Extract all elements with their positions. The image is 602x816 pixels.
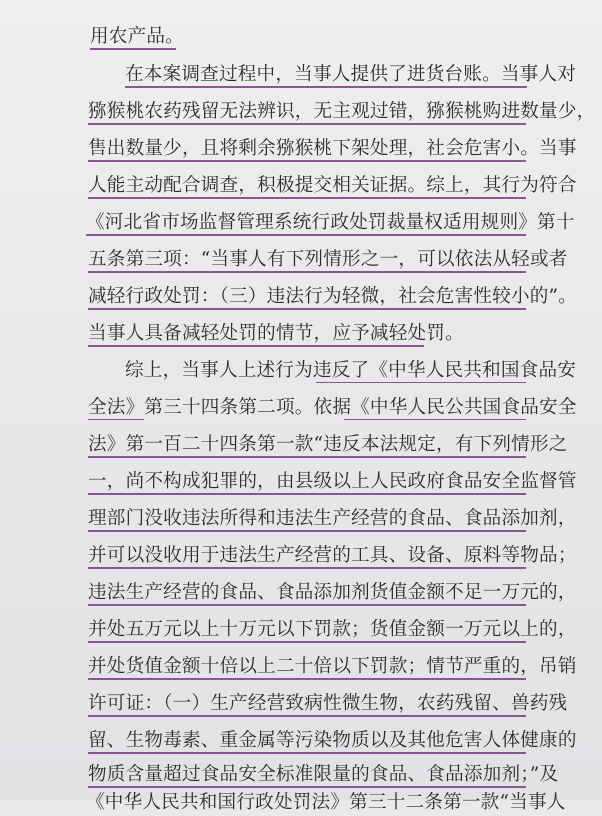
text-line: 全法》第三十四条第二项。依据《中华人民公共国食品安全 [88, 397, 577, 418]
underline [88, 715, 526, 717]
text-line: 并可以没收用于违法生产经营的工具、设备、原料等物品； [88, 545, 577, 566]
text-line: 许可证：（一）生产经营致病性微生物，农药残留、兽药残 [88, 693, 568, 714]
underline [88, 197, 526, 199]
underline [90, 48, 176, 50]
underline [125, 86, 527, 88]
text-line: 违法生产经营的食品、食品添加剂货值金额不足一万元的， [88, 582, 577, 603]
text-line: 物质含量超过食品安全标准限量的食品、食品添加剂；”及 [88, 764, 559, 785]
underline [88, 641, 526, 643]
text-line: 并处五万元以上十万元以下罚款；货值金额一万元以上的， [88, 619, 577, 640]
text-line: 人能主动配合调查，积极提交相关证据。综上，其行为符合 [88, 175, 577, 196]
text-line: 一，尚不构成犯罪的，由县级以上人民政府食品安全监督管 [88, 471, 577, 492]
underline [88, 786, 526, 788]
underline [86, 234, 526, 236]
underline [88, 604, 526, 606]
underline [88, 530, 526, 532]
text-line: 售出数量少，且将剩余猕猴桃下架处理，社会危害小。当事 [88, 138, 577, 159]
underline [88, 678, 526, 680]
underline [88, 419, 144, 420]
text-line: 法》第一百二十四条第一款“违反本法规定，有下列情形之 [88, 434, 568, 455]
text-line: 减轻行政处罚：（三）违法行为轻微，社会危害性较小的”。 [88, 286, 578, 307]
text-line: 猕猴桃农药残留无法辨识，无主观过错，猕猴桃购进数量少， [88, 101, 596, 122]
text-line: 综上，当事人上述行为违反了《中华人民共和国食品安 [125, 360, 577, 381]
text-line: 《中华人民共和国行政处罚法》第三十二条第一款“当事人 [86, 792, 566, 813]
text-line: 并处货值金额十倍以上二十倍以下罚款；情节严重的，吊销 [88, 656, 577, 677]
underline [88, 160, 526, 162]
underline [88, 456, 526, 458]
underline [88, 567, 526, 569]
underline [344, 419, 526, 420]
underline [88, 493, 526, 495]
text-line: 理部门没收违法所得和违法生产经营的食品、食品添加剂， [88, 508, 577, 529]
underline [88, 271, 526, 273]
text-line: 当事人具备减轻处罚的情节，应予减轻处罚。 [88, 323, 464, 344]
underline [88, 123, 526, 125]
underline [88, 308, 526, 310]
underline [88, 345, 424, 347]
underline [88, 752, 526, 754]
text-line: 用农产品。 [90, 26, 184, 47]
underline [316, 382, 526, 383]
text-line: 留、生物毒素、重金属等污染物质以及其他危害人体健康的 [88, 730, 577, 751]
text-line: 《河北省市场监督管理系统行政处罚裁量权适用规则》第十 [86, 212, 575, 233]
text-line: 在本案调查过程中，当事人提供了进货台账。当事人对 [125, 64, 577, 85]
text-line: 五条第三项：“当事人有下列情形之一，可以依法从轻或者 [88, 249, 568, 270]
